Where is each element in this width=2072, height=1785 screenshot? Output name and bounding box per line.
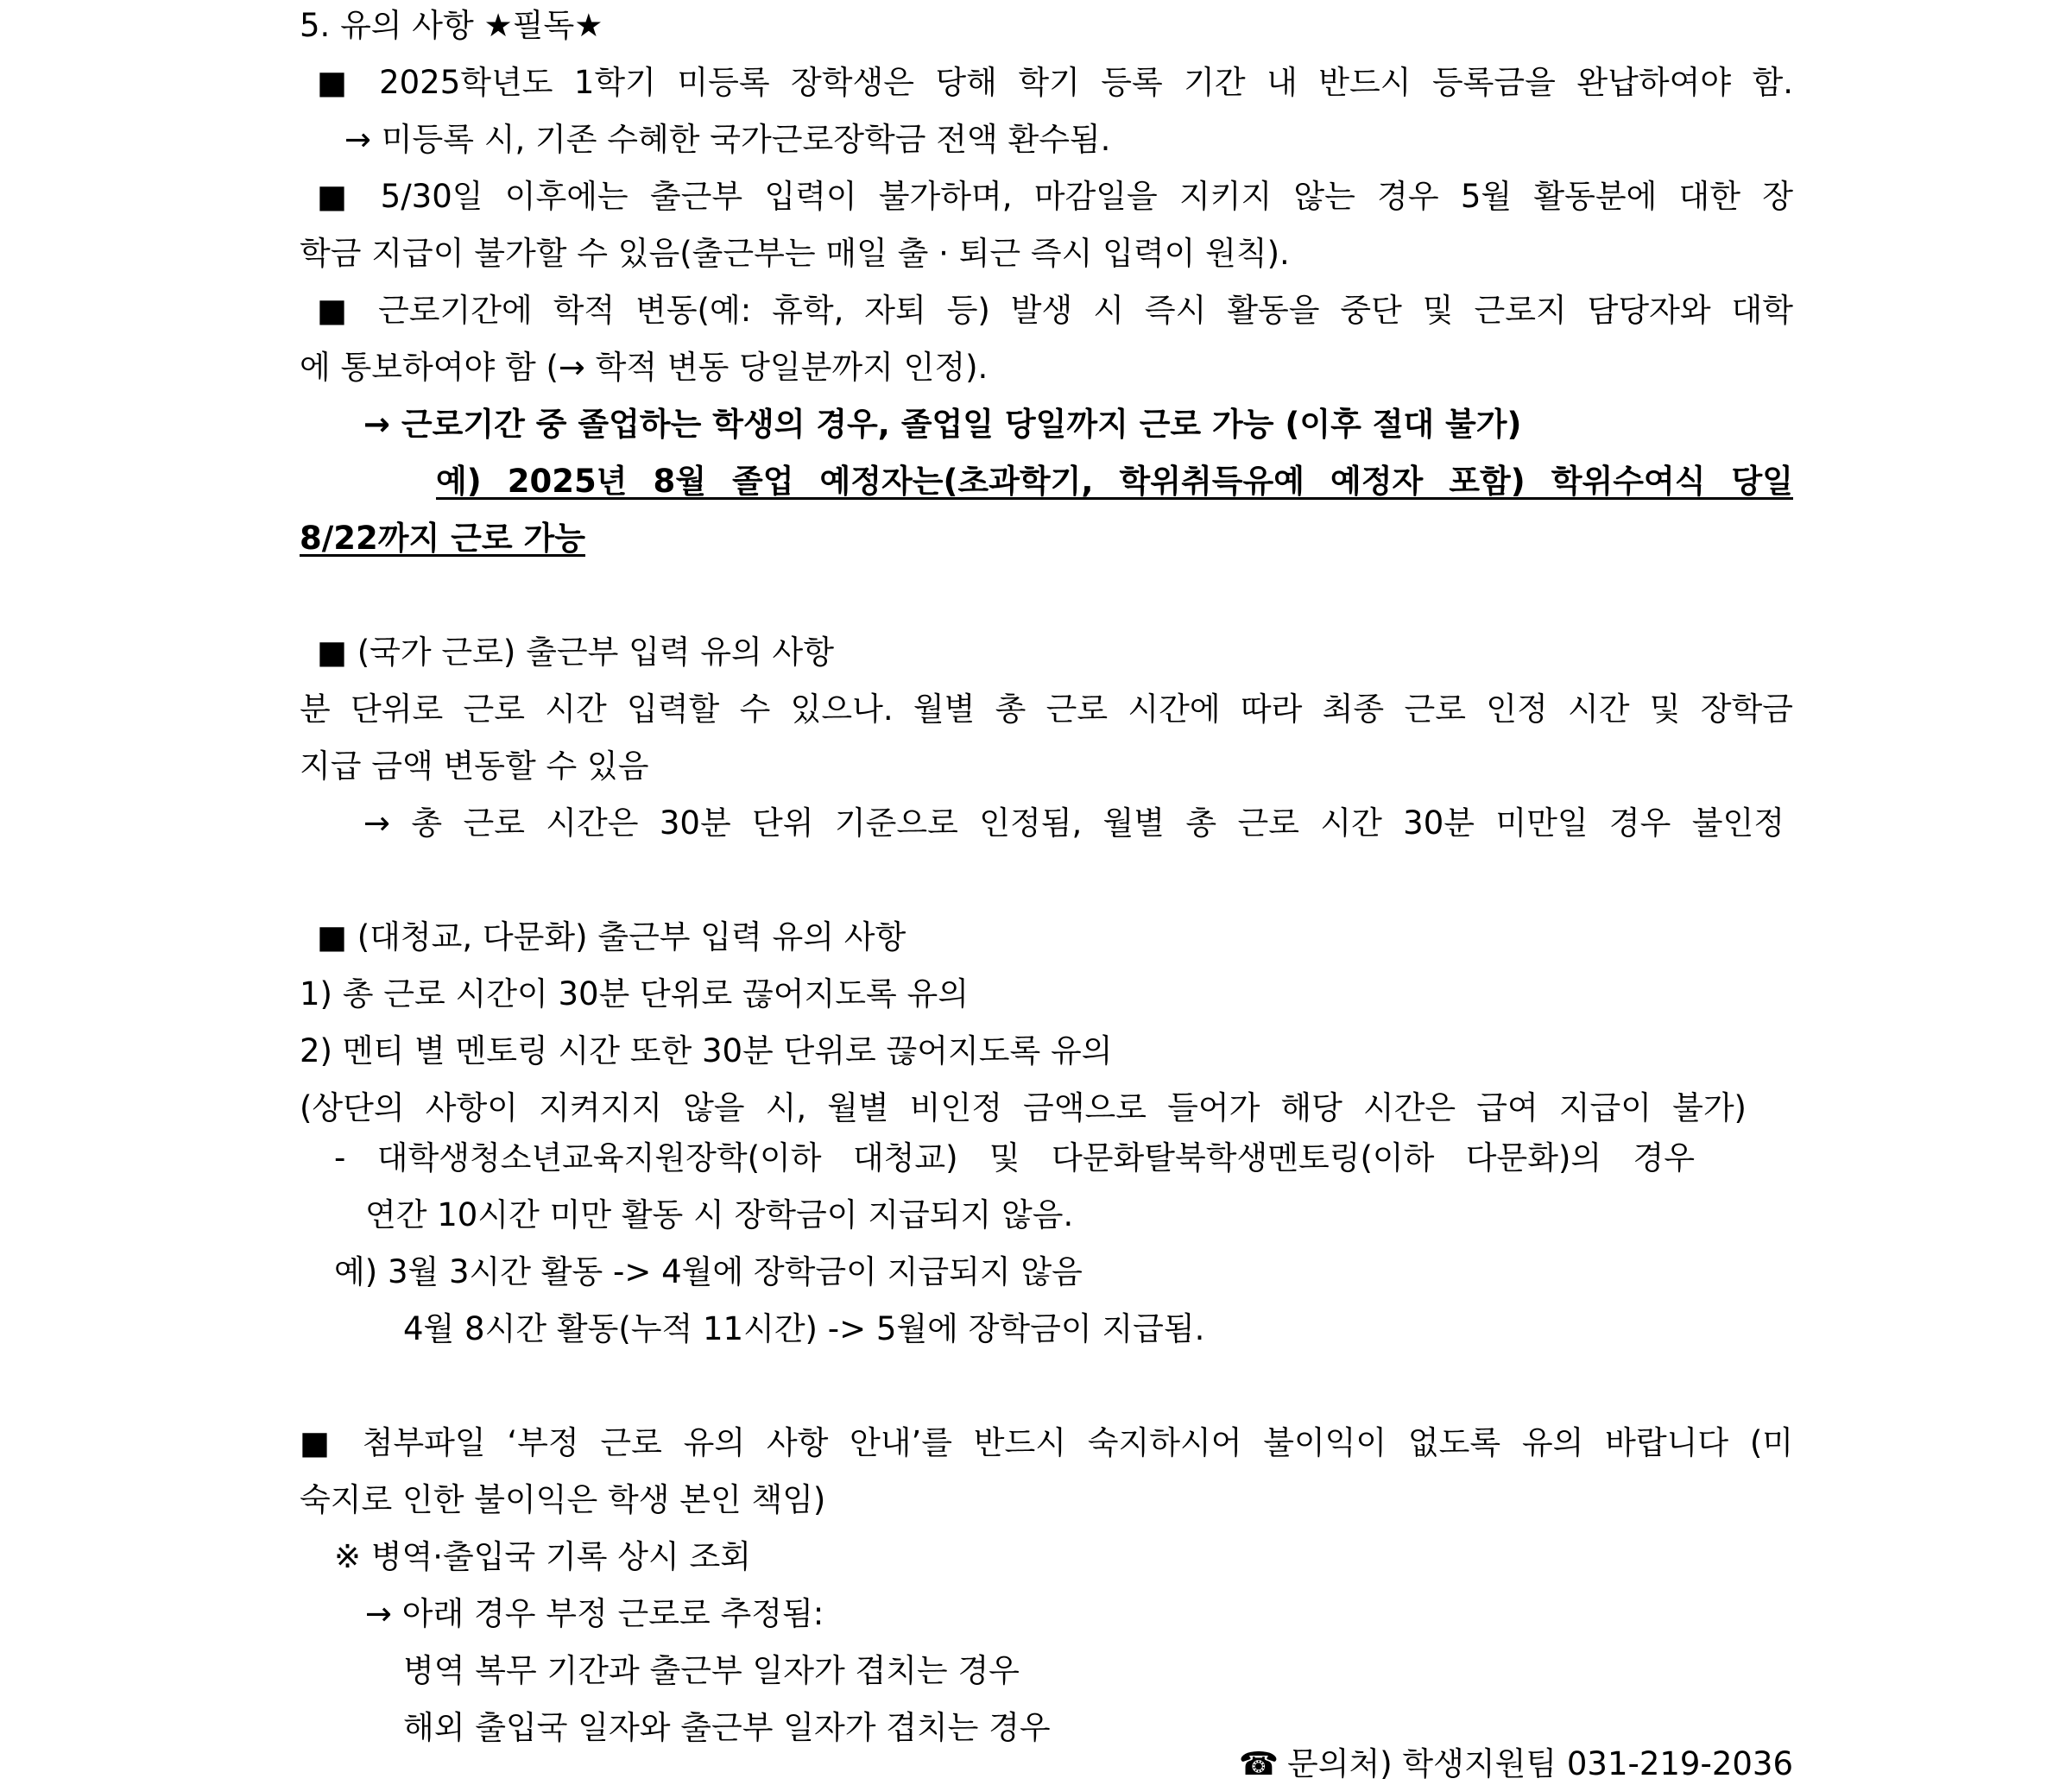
mentoring-item-1: 1) 총 근로 시간이 30분 단위로 끊어지도록 유의: [300, 975, 969, 1012]
graduation-note: → 근로기간 중 졸업하는 학생의 경우, 졸업일 당일까지 근로 가능 (이후 절대 불가): [363, 406, 1522, 443]
mentoring-title: ■ (대청교, 다문화) 출근부 입력 유의 사항: [317, 918, 906, 956]
graduation-example-line1: 예) 2025년 8월 졸업 예정자는(초과학기, 학위취득유예 예정자 포함) 학위수여식 당일: [436, 463, 1793, 500]
mentoring-item-2: 2) 멘티 별 멘토링 시간 또한 30분 단위로 끊어지도록 유의: [300, 1032, 1113, 1069]
graduation-example-line2: 8/22까지 근로 가능: [300, 520, 585, 557]
attachment-notice-line1: ■ 첨부파일 ‘부정 근로 유의 사항 안내’를 반드시 숙지하시어 불이익이 없도록 유의 바랍니다 (미: [300, 1424, 1793, 1461]
deadline-notice-line1: ■ 5/30일 이후에는 출근부 입력이 불가하며, 마감일을 지키지 않는 경우 5월 활동분에 대한 장: [317, 178, 1793, 215]
national-work-rule: → 총 근로 시간은 30분 단위 기준으로 인정됨, 월별 총 근로 시간 30분 미만일 경우 불인정: [363, 804, 1785, 842]
record-inquiry-title: ※ 병역·출입국 기록 상시 조회: [334, 1538, 751, 1575]
section-heading: 5. 유의 사항 ★필독★: [300, 7, 603, 44]
registration-refund-note: → 미등록 시, 기존 수혜한 국가근로장학금 전액 환수됨.: [344, 121, 1111, 158]
national-work-line1: 분 단위로 근로 시간 입력할 수 있으나. 월별 총 근로 시간에 따라 최종 근로 인정 시간 및 장학금: [300, 691, 1793, 728]
attachment-notice-line2: 숙지로 인한 불이익은 학생 본인 책임): [300, 1481, 826, 1518]
contact-text: 문의처) 학생지원팀 031-219-2036: [1286, 1745, 1793, 1782]
record-inquiry-case-2: 해외 출입국 일자와 출근부 일자가 겹치는 경우: [403, 1709, 1051, 1746]
mentoring-example-line2: 4월 8시간 활동(누적 11시간) -> 5월에 장학금이 지급됨.: [403, 1310, 1205, 1347]
mentoring-note-line1: - 대학생청소년교육지원장학(이하 대청교) 및 다문화탈북학생멘토링(이하 다문화)의 경우: [334, 1139, 1695, 1176]
mentoring-note-line2: 연간 10시간 미만 활동 시 장학금이 지급되지 않음.: [365, 1196, 1074, 1233]
record-inquiry-intro: → 아래 경우 부정 근로로 추정됨:: [365, 1595, 824, 1632]
contact-info: [1239, 1744, 1793, 1785]
registration-notice: ■ 2025학년도 1학기 미등록 장학생은 당해 학기 등록 기간 내 반드시 등록금을 완납하여야 함.: [317, 64, 1793, 101]
mentoring-warning: (상단의 사항이 지켜지지 않을 시, 월별 비인정 금액으로 들어가 해당 시간은 급여 지급이 불가): [300, 1089, 1747, 1126]
national-work-title: ■ (국가 근로) 출근부 입력 유의 사항: [317, 634, 835, 671]
record-inquiry-case-1: 병역 복무 기간과 출근부 일자가 겹치는 경우: [403, 1652, 1020, 1689]
status-change-line1: ■ 근로기간에 학적 변동(예: 휴학, 자퇴 등) 발생 시 즉시 활동을 중단 및 근로지 담당자와 대학: [317, 292, 1793, 329]
national-work-line2: 지급 금액 변동할 수 있음: [300, 747, 649, 785]
status-change-line2: 에 통보하여야 함 (→ 학적 변동 당일분까지 인정).: [300, 349, 989, 386]
mentoring-example-line1: 예) 3월 3시간 활동 -> 4월에 장학금이 지급되지 않음: [334, 1253, 1083, 1290]
phone-icon: ☎: [1238, 1745, 1279, 1782]
deadline-notice-line2: 학금 지급이 불가할 수 있음(출근부는 매일 출 · 퇴근 즉시 입력이 원칙).: [300, 235, 1290, 272]
